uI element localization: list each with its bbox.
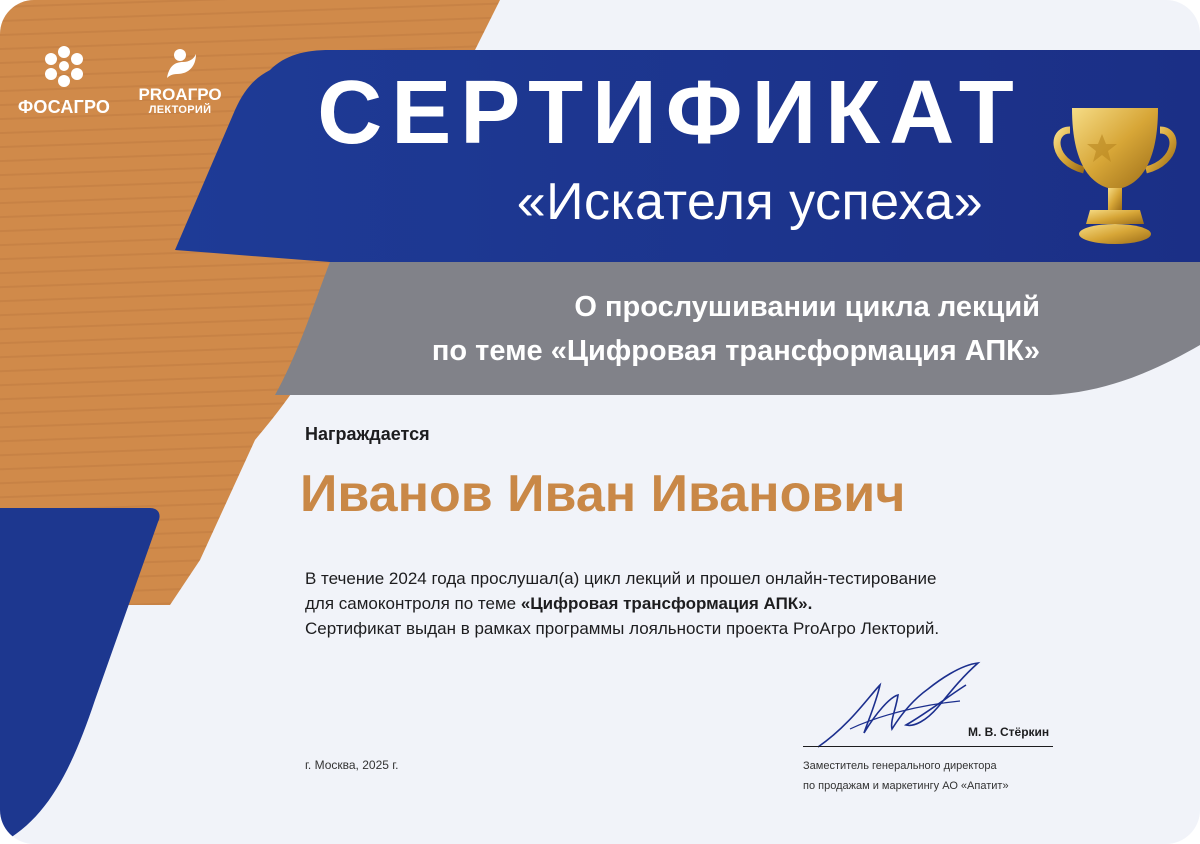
flower-icon [42,44,86,90]
body-line-2-topic: «Цифровая трансформация АПК». [520,594,813,613]
sprout-person-icon [163,48,197,80]
body-line-2 [305,591,1065,616]
signer-position-line-2: по продажам и маркетингу АО «Апатит» [803,780,1009,792]
proagro-logo-text: PROАГРО [138,85,222,104]
proagro-logo-subtext: ЛЕКТОРИЙ [148,104,212,116]
body-line-3: Сертификат выдан в рамках программы лояльности проекта ProАгро Лекторий. [305,619,940,638]
proagro-logo [130,48,230,116]
certificate-title: СЕРТИФИКАТ [317,63,1023,163]
certificate-subtitle: «Искателя успеха» [516,173,984,231]
signature [810,655,990,755]
certificate-topic [300,285,1040,373]
topic-line-1: О прослушивании цикла лекций [574,291,1040,323]
topic-line-2: по теме «Цифровая трансформация АПК» [431,335,1040,367]
blue-corner-shape [0,508,160,844]
trophy-icon [1050,100,1180,250]
signer-position-line-1: Заместитель генерального директора [803,760,997,772]
awarded-label: Награждается [305,424,430,444]
signature-line [803,746,1053,747]
body-line-1: В течение 2024 года прослушал(а) цикл лекций и прошел онлайн-тестирование [305,569,937,588]
signer-position [803,756,1053,796]
place-date: г. Москва, 2025 г. [305,758,399,772]
fosagro-logo-text: ФОСАГРО [17,97,111,117]
signer-name: М. В. Стёркин [968,725,1050,739]
body-line-2-text: для самоконтроля по теме [305,594,521,613]
certificate-body [305,566,1065,641]
fosagro-logo [14,44,114,118]
recipient-name: Иванов Иван Иванович [300,465,906,523]
